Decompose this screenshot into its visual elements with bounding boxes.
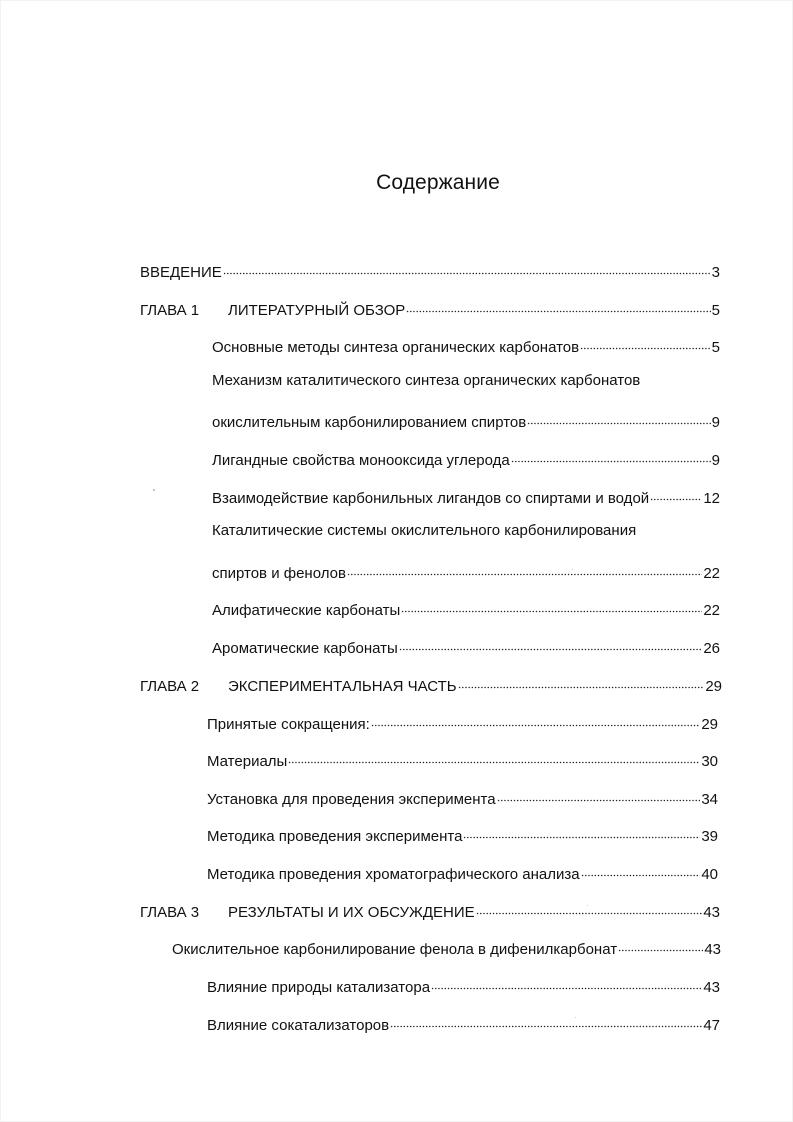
toc-entry-text: Алифатические карбонаты [212,602,401,619]
toc-entry-introduction [140,259,720,282]
toc-entry-carbonyl-interaction [212,485,720,508]
toc-entry-ligand-properties [212,447,720,470]
dot-leader [223,259,711,277]
toc-entry-cocatalysts [207,1012,720,1035]
toc-entry-experiment-method [207,823,718,846]
toc-entry-text: Принятые сокращения: [207,716,370,733]
toc-page-number: 9 [711,452,720,469]
toc-page-number: 26 [703,640,720,657]
dot-leader [401,597,702,615]
toc-entry-text: Ароматические карбонаты [212,640,398,657]
toc-page-number: 5 [711,339,720,356]
dot-leader [288,748,700,766]
toc-page-number: 30 [701,753,718,770]
dot-leader [406,297,710,315]
toc-page-number: 22 [703,565,720,582]
toc-entry-aromatic-carbonates [212,635,720,658]
toc-page-number: 43 [703,904,720,921]
toc-page-number: 9 [711,414,720,431]
toc-entry-text: окислительным карбонилированием спиртов [212,414,527,431]
toc-page-number: 40 [701,866,718,883]
toc-entry-text: Лигандные свойства монооксида углерода [212,452,510,469]
dot-leader [497,786,701,804]
toc-page-number: 43 [703,979,720,996]
dot-leader [371,711,701,729]
chapter-number: ГЛАВА 1 [140,302,200,319]
toc-entry-experimental-setup [207,786,718,809]
toc-entry-chromatography-method [207,861,718,884]
toc-page-number: 5 [711,302,720,319]
toc-page-number: 12 [703,490,720,507]
toc-page-number: 47 [703,1017,720,1034]
dot-leader [476,899,703,917]
dot-leader [580,334,711,352]
toc-entry-mechanism-line-2 [212,409,720,432]
toc-entry-oxidative-carbonylation [172,936,721,959]
scan-speck [575,1017,576,1018]
toc-page-number: 34 [701,791,718,808]
toc-entry-materials [207,748,718,771]
toc-entry-chapter-3 [140,899,720,922]
toc-entry-aliphatic-carbonates [212,597,720,620]
scan-speck [587,905,588,906]
toc-entry-text: Окислительное карбонилирование фенола в дифенилкарбонат [172,941,618,958]
toc-entry-text: Влияние природы катализатора [207,979,431,996]
dot-leader [650,485,702,503]
dot-leader [463,823,700,841]
dot-leader [511,447,711,465]
toc-entry-abbreviations [207,711,718,734]
toc-page-number: 43 [704,941,721,958]
toc-entry-text: ЭКСПЕРИМЕНТАЛЬНАЯ ЧАСТЬ [228,678,457,695]
dot-leader [527,409,710,427]
dot-leader [347,560,702,578]
toc-entry-catalyst-nature [207,974,720,997]
toc-page-number: 29 [705,678,722,695]
scan-speck [153,489,155,491]
dot-leader [458,673,705,691]
toc-page-number: 3 [711,264,720,281]
toc-entry-catalytic-systems-line-2 [212,560,720,583]
toc-entry-text: Взаимодействие карбонильных лигандов со спиртами и водой [212,490,650,507]
dot-leader [390,1012,702,1030]
toc-entry-text: Установка для проведения эксперимента [207,791,496,808]
toc-entry-text: РЕЗУЛЬТАТЫ И ИХ ОБСУЖДЕНИЕ [228,904,475,921]
toc-entry-text: Методика проведения хроматографического анализа [207,866,580,883]
toc-entry-text: Материалы [207,753,288,770]
toc-entry-text: Основные методы синтеза органических карбонатов [212,339,580,356]
toc-entry-chapter-2 [140,673,722,696]
dot-leader [399,635,702,653]
chapter-number: ГЛАВА 3 [140,904,200,921]
toc-page-number: 39 [701,828,718,845]
toc-entry-text: ВВЕДЕНИЕ [140,264,222,281]
toc-entry-text: Методика проведения эксперимента [207,828,463,845]
toc-entry-text: спиртов и фенолов [212,565,346,582]
toc-entry-text: ЛИТЕРАТУРНЫЙ ОБЗОР [228,302,406,319]
toc-entry-catalytic-systems-line-1: Каталитические системы окислительного карбонилирования [212,522,637,539]
scan-speck [572,569,573,570]
contents-title: Содержание [376,171,500,194]
dot-leader [581,861,701,879]
chapter-number: ГЛАВА 2 [140,678,200,695]
toc-entry-mechanism-line-1: Механизм каталитического синтеза органических карбонатов [212,372,641,389]
toc-entry-main-methods [212,334,720,357]
toc-page-number: 29 [701,716,718,733]
toc-page-number: 22 [703,602,720,619]
toc-entry-chapter-1 [140,297,720,320]
dot-leader [431,974,702,992]
toc-entry-text: Влияние сокатализаторов [207,1017,390,1034]
dot-leader [618,936,703,954]
